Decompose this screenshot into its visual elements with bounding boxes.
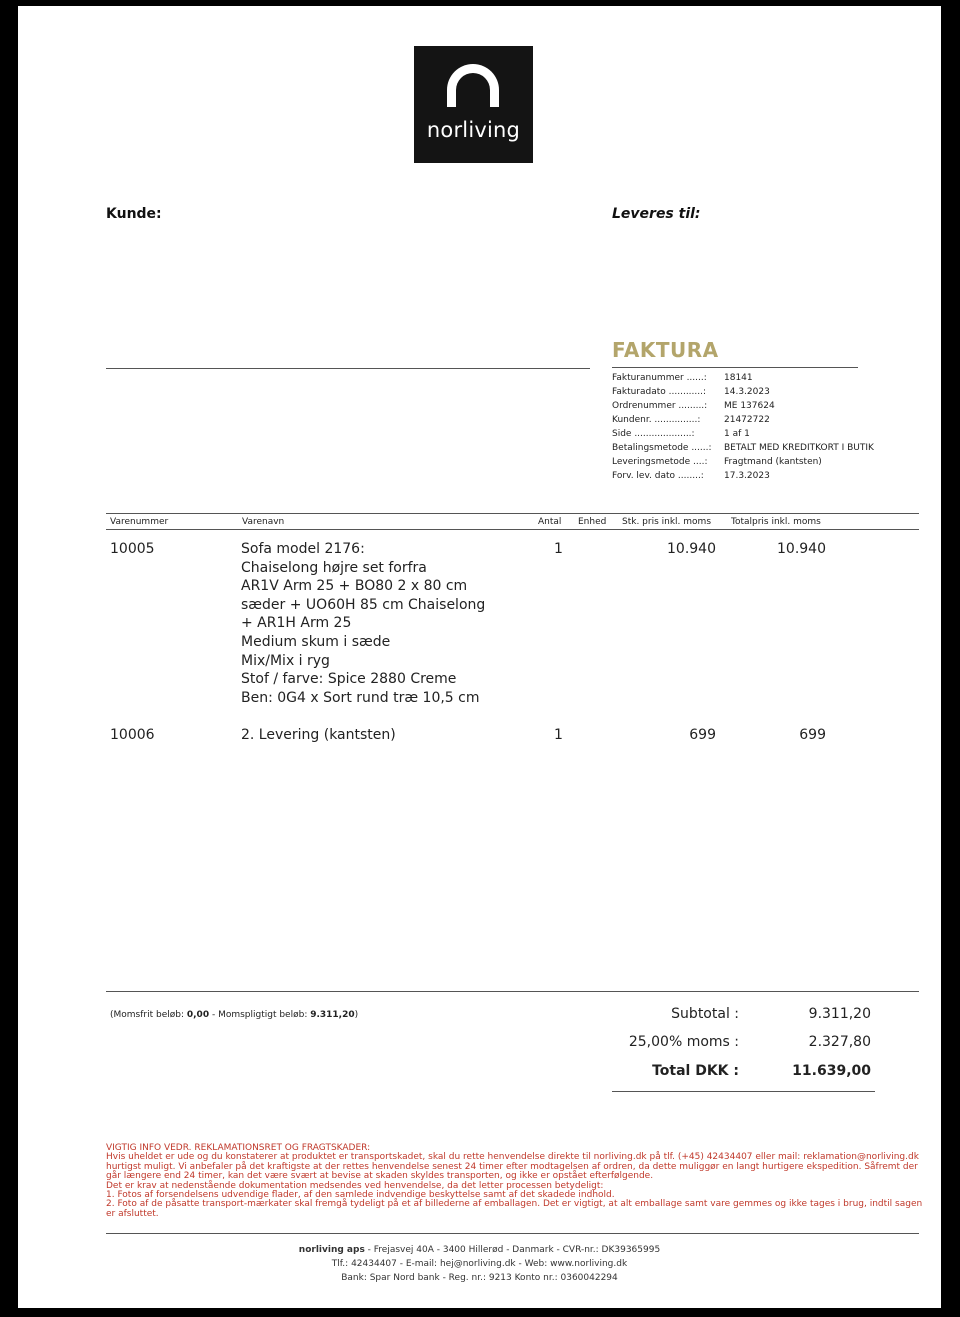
row1-varenummer: 10005 xyxy=(110,541,155,557)
invoice-meta-row xyxy=(612,443,874,453)
total-value: 11.639,00 xyxy=(792,1063,871,1079)
footer-line-1 xyxy=(18,1245,941,1255)
desc-line: Stof / farve: Spice 2880 Creme xyxy=(241,671,457,688)
total-underline xyxy=(612,1091,875,1092)
row1-antal: 1 xyxy=(554,541,563,557)
invoice-meta-row xyxy=(612,387,770,397)
invoice-meta-row xyxy=(612,373,753,383)
meta-key: Betalingsmetode ......: xyxy=(612,443,712,453)
footer-company: norliving aps xyxy=(298,1245,365,1255)
invoice-title: FAKTURA xyxy=(612,338,719,362)
norliving-logo xyxy=(414,46,533,163)
footer-rule xyxy=(106,1233,919,1234)
meta-key: Fakturanummer ......: xyxy=(612,373,707,383)
invoice-meta-row xyxy=(612,415,770,425)
info-item-1: 1. Fotos af forsendelsens udvendige flader, af den samlede indvendige beskyttelse samt af det skadede indhold. xyxy=(106,1190,615,1201)
customer-divider xyxy=(106,368,590,369)
footer-line-2: Tlf.: 42434407 - E-mail: hej@norliving.dk - Web: www.norliving.dk xyxy=(331,1259,628,1269)
moms-note-prefix: (Momsfrit beløb: xyxy=(110,1010,187,1020)
footer-line-3: Bank: Spar Nord bank - Reg. nr.: 9213 Konto nr.: 0360042294 xyxy=(341,1273,618,1283)
logo-wordmark: norliving xyxy=(426,118,521,142)
col-enhed: Enhed xyxy=(578,517,607,527)
desc-line: Medium skum i sæde xyxy=(241,633,391,650)
meta-value: 21472722 xyxy=(724,415,770,425)
meta-key: Forv. lev. dato ........: xyxy=(612,471,704,481)
meta-key: Leveringsmetode ....: xyxy=(612,457,708,467)
desc-line: Sofa model 2176: xyxy=(241,541,365,557)
meta-key: Ordrenummer .........: xyxy=(612,401,708,411)
row2-total-pris: 699 xyxy=(799,727,826,743)
meta-value: ME 137624 xyxy=(724,401,775,411)
momsfrit-value: 0,00 xyxy=(186,1010,210,1020)
moms-label: 25,00% moms : xyxy=(628,1034,739,1050)
meta-key: Fakturadato ............: xyxy=(612,387,707,397)
meta-value: 14.3.2023 xyxy=(724,387,770,397)
meta-value: 1 af 1 xyxy=(724,429,750,439)
customer-label: Kunde: xyxy=(106,206,162,222)
invoice-meta-row xyxy=(612,471,770,481)
row2-antal: 1 xyxy=(554,727,563,743)
faktura-divider xyxy=(612,367,858,368)
desc-line: Ben: 0G4 x Sort rund træ 10,5 cm xyxy=(241,689,480,706)
desc-line: AR1V Arm 25 + BO80 2 x 80 cm xyxy=(241,578,468,595)
col-total-pris: Totalpris inkl. moms xyxy=(731,517,821,527)
meta-value: 17.3.2023 xyxy=(724,471,770,481)
info-heading: VIGTIG INFO VEDR. REKLAMATIONSRET OG FRAGTSKADER: xyxy=(106,1143,371,1153)
moms-note-suffix: ) xyxy=(354,1010,359,1020)
row2-stk-pris: 699 xyxy=(689,727,716,743)
subtotal-value: 9.311,20 xyxy=(808,1006,871,1022)
row2-description xyxy=(241,726,396,745)
meta-value: BETALT MED KREDITKORT I BUTIK xyxy=(724,443,874,453)
complaint-info xyxy=(106,1144,924,1219)
info-item-2: 2. Foto af de påsatte transport-mærkater skal fremgå tydeligt på et af billederne af emballagen. Det er vigtigt, at alt emballage samt vare gemmes og ikke tages i brug, indtil sagen er afsluttet. xyxy=(106,1199,923,1219)
invoice-meta-row xyxy=(612,457,822,467)
moms-value: 2.327,80 xyxy=(808,1034,871,1050)
subtotal-label: Subtotal : xyxy=(671,1006,739,1022)
meta-key: Kundenr. ...............: xyxy=(612,415,701,425)
col-antal: Antal xyxy=(538,517,562,527)
invoice-page xyxy=(18,6,941,1308)
desc-line: + AR1H Arm 25 xyxy=(241,615,352,632)
col-varenavn: Varenavn xyxy=(242,517,285,527)
info-body: Hvis uheldet er ude og du konstaterer at produktet er transportskadet, skal du rette henvendelse direkte til norliving.dk på tlf. (+45) 42434407 eller mail: reklamation@norliving.dk hurtigst muligt. Vi anbefaler på det kraftigste at der rettes henvendelse senest 24 timer efter modtagelsen af ordren, da dette muliggør en langt hurtigere ekspedition. Såfremt der går længere end 24 timer, kan det være svært at bevise at skaden skyldes transporten, og ikke er opstået efterfølgende. xyxy=(106,1152,919,1182)
row1-total-pris: 10.940 xyxy=(777,541,826,557)
col-stk-pris: Stk. pris inkl. moms xyxy=(622,517,712,527)
info-doc-line: Det er krav at nedenstående dokumentation medsendes ved henvendelse, da det letter processen betydeligt: xyxy=(106,1180,604,1191)
meta-value: Fragtmand (kantsten) xyxy=(724,457,822,467)
logo-arch-icon xyxy=(447,64,499,107)
footer-address: - Frejasvej 40A - 3400 Hillerød - Danmark - CVR-nr.: DK39365995 xyxy=(364,1245,661,1255)
totals-rule xyxy=(106,991,919,992)
desc-line: Chaiselong højre set forfra xyxy=(241,559,427,576)
momspligtigt-value: 9.311,20 xyxy=(310,1010,355,1020)
row1-stk-pris: 10.940 xyxy=(667,541,716,557)
meta-key: Side ....................: xyxy=(612,429,695,439)
delivery-label: Leveres til: xyxy=(612,206,701,222)
col-varenummer: Varenummer xyxy=(110,517,169,527)
total-label: Total DKK : xyxy=(652,1063,739,1079)
desc-line: sæder + UO60H 85 cm Chaiselong xyxy=(241,596,486,613)
row2-varenummer: 10006 xyxy=(110,727,155,743)
desc-line: Mix/Mix i ryg xyxy=(241,652,330,669)
moms-note-middle: - Momspligtigt beløb: xyxy=(209,1010,311,1020)
invoice-meta-row xyxy=(612,429,750,439)
moms-note xyxy=(110,1010,358,1020)
invoice-meta-row xyxy=(612,401,775,411)
table-header-rule xyxy=(106,529,919,530)
desc-line: 2. Levering (kantsten) xyxy=(241,727,396,743)
meta-value: 18141 xyxy=(724,373,753,383)
row1-description xyxy=(241,540,485,707)
table-top-rule xyxy=(106,513,919,514)
